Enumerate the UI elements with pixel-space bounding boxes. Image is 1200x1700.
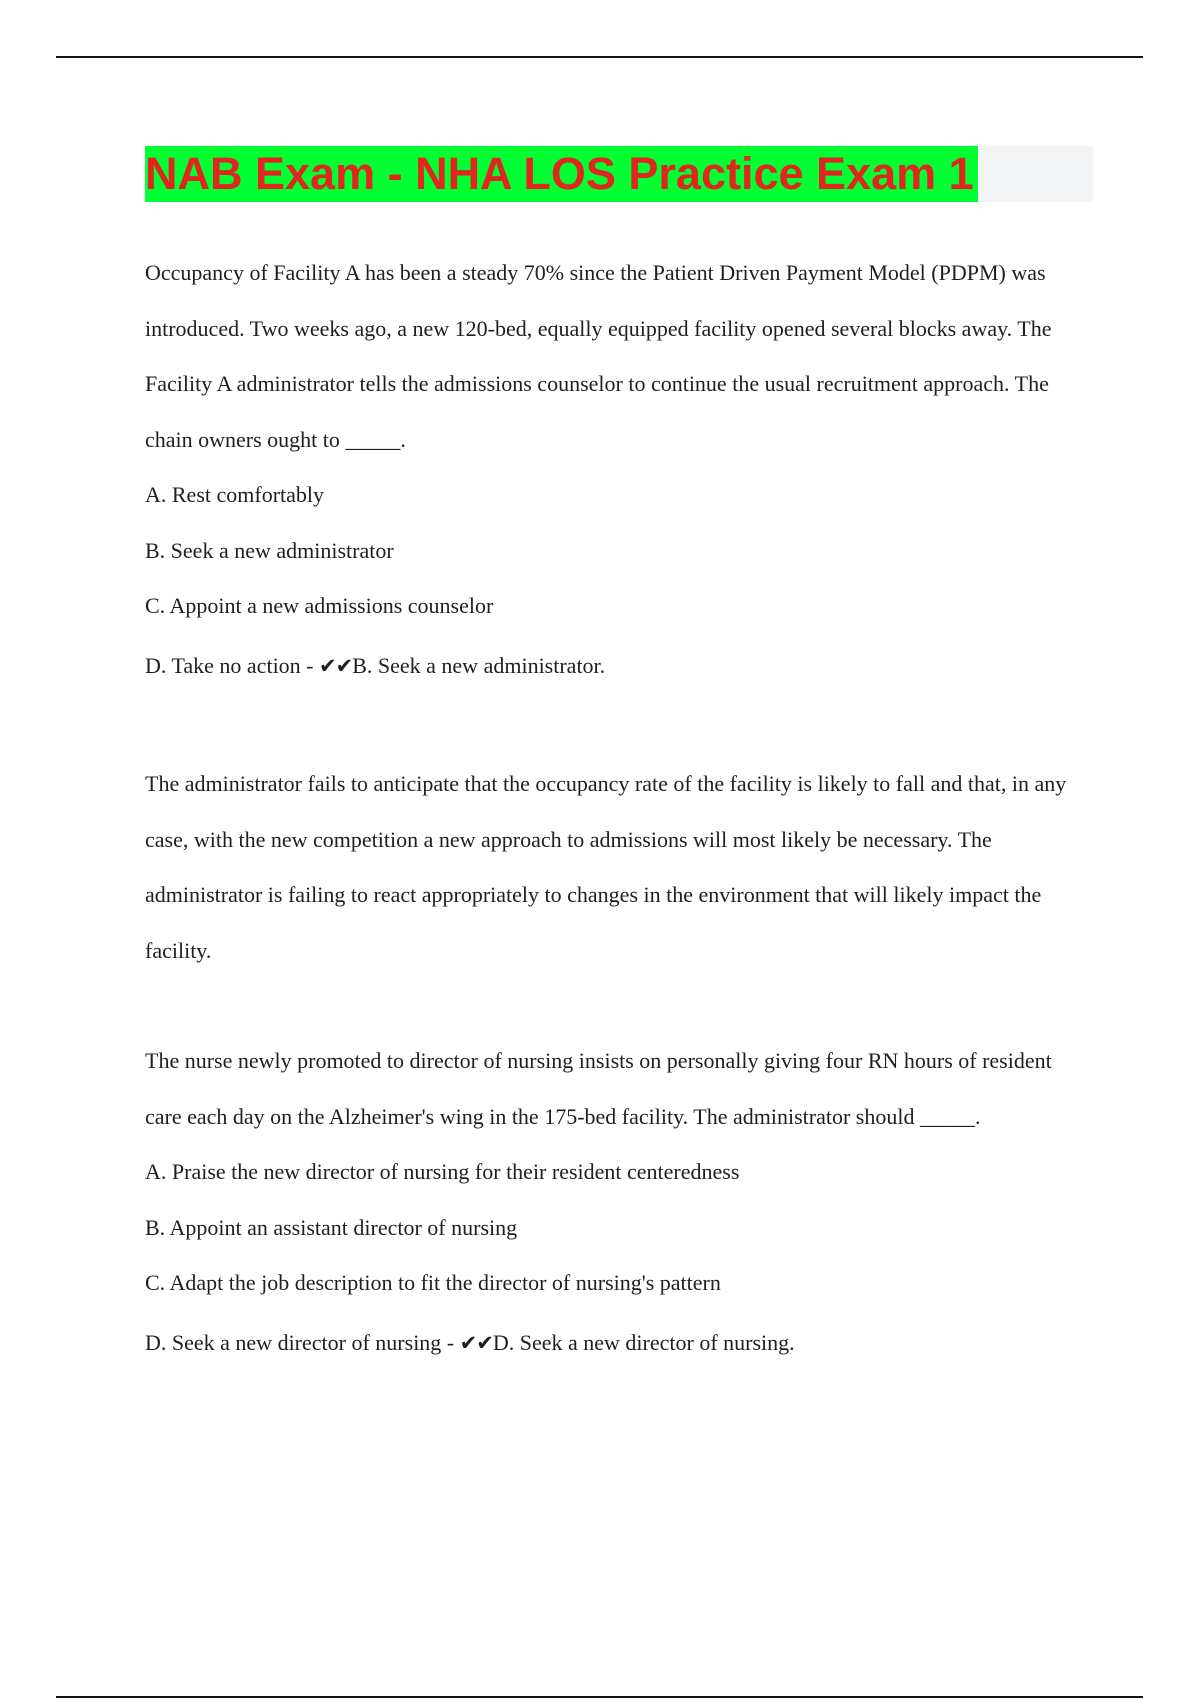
question-2 <box>145 1033 1090 1371</box>
question-text: The nurse newly promoted to director of nursing insists on personally giving four RN hours of resident care each day on the Alzheimer's wing in the 175-bed facility. The administrator should _____. <box>145 1048 1052 1129</box>
option-d: D. Seek a new director of nursing - <box>145 1329 460 1355</box>
option-b: B. Seek a new administrator <box>145 537 394 563</box>
answer-explanation: The administrator fails to anticipate that the occupancy rate of the facility is likely to fall and that, in any case, with the new competition a new approach to admissions will most likely be necessary. The administrator is failing to react appropriately to changes in the environment that will likely impact the facility. <box>145 771 1067 963</box>
option-c: C. Appoint a new admissions counselor <box>145 593 494 618</box>
top-rule <box>56 56 1143 58</box>
option-b: B. Appoint an assistant director of nursing <box>145 1214 518 1240</box>
answer-options <box>145 1144 1090 1371</box>
document-title: NAB Exam - NHA LOS Practice Exam 1 <box>145 146 978 202</box>
document-body <box>145 245 1090 1371</box>
question-1 <box>145 245 1090 978</box>
option-a: A. Rest comfortably <box>145 482 325 507</box>
option-d-with-answer <box>145 1315 1090 1372</box>
option-c: C. Adapt the job description to fit the director of nursing's pattern <box>145 1270 721 1295</box>
checkmark-icon: ✔✔ <box>459 1330 493 1355</box>
answer-options <box>145 467 1090 694</box>
question-text: Occupancy of Facility A has been a steady 70% since the Patient Driven Payment Model (PDPM) was introduced. Two weeks ago, a new 120-bed, equally equipped facility opened several blocks away. The Facility A administrator tells the admissions counselor to continue the usual recruitment approach. The chain owners ought to _____. <box>145 260 1052 452</box>
bottom-rule <box>56 1696 1143 1698</box>
checkmark-icon: ✔✔ <box>319 653 353 678</box>
option-a: A. Praise the new director of nursing for their resident centeredness <box>145 1159 740 1184</box>
option-d-with-answer <box>145 638 1090 695</box>
correct-answer: B. Seek a new administrator. <box>352 652 606 678</box>
option-d: D. Take no action - <box>145 652 320 678</box>
correct-answer: D. Seek a new director of nursing. <box>492 1329 795 1355</box>
